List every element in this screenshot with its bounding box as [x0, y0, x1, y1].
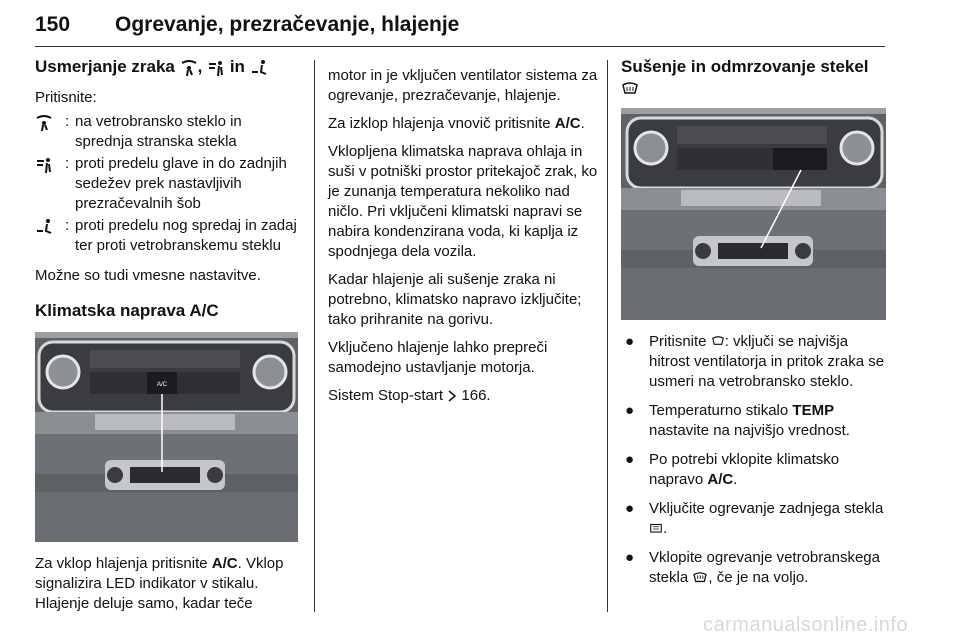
press-label: Pritisnite:: [35, 89, 97, 106]
list-item: ● Pritisnite : vključi se najvišja hitrost ventilatorja in pritok zraka se usmeri na vetrobransko steklo.: [625, 333, 885, 390]
list-item: ● Temperaturno stikalo TEMP nastavite na najvišjo vrednost.: [625, 402, 850, 439]
defrost-steps: [621, 332, 886, 588]
airflow-option-text: proti predelu nog spredaj in zadaj ter proti vetrobranskemu steklu: [75, 217, 297, 254]
column-3: [621, 56, 886, 597]
list-item: ● Vključite ogrevanje zadnjega stekla .: [625, 500, 884, 537]
head-airflow-icon: [35, 156, 53, 174]
air-distribution-heading: Usmerjanje zraka , in: [35, 56, 300, 78]
ac-button-label: A/C: [156, 382, 168, 388]
head-airflow-icon: [207, 59, 225, 77]
page-number: 150: [35, 13, 71, 36]
watermark: carmanualsonline.info: [703, 614, 909, 636]
paragraph-4: Kadar hlajenje ali sušenje zraka ni potrebno, klimatsko napravo izključite; tako prihranite na gorivu.: [328, 271, 582, 328]
ac-panel-illustration: [35, 332, 298, 542]
front-defrost-icon: [711, 336, 725, 348]
page-reference-icon: [447, 390, 457, 402]
intermediate-settings-note: Možne so tudi vmesne nastavitve.: [35, 267, 261, 284]
list-item: ● Po potrebi vklopite klimatsko napravo A/C.: [625, 451, 840, 488]
windshield-airflow-icon: [35, 114, 53, 132]
ac-panel-photo: [35, 332, 298, 542]
defrost-panel-illustration: [621, 108, 886, 320]
foot-airflow-icon: [250, 59, 268, 77]
paragraph-3: Vklopljena klimatska naprava ohlaja in suši v potniški prostor pritekajoč zrak, ko je zunanja temperatura nekoliko nad ničlo. Pri vključeni klimatski napravi se nabira kondenzirana voda, ki kaplja iz spodnjega dela vozila.: [328, 143, 598, 260]
page-reference: 166.: [461, 387, 491, 404]
windshield-airflow-icon: [180, 59, 198, 77]
column-1: [35, 56, 300, 622]
heated-windshield-icon: [692, 572, 708, 584]
airflow-option-text: na vetrobransko steklo in sprednja stranska stekla: [75, 113, 242, 150]
list-item: ● Vklopite ogrevanje vetrobranskega stekla , če je na voljo.: [625, 549, 880, 586]
page-title: Ogrevanje, prezračevanje, hlajenje: [115, 13, 460, 36]
defrost-heading: Sušenje in odmrzovanje stekel: [621, 56, 886, 100]
column-divider-2: [607, 60, 608, 612]
column-2: [328, 66, 598, 414]
foot-airflow-icon: [35, 218, 53, 236]
paragraph-2: Za izklop hlajenja vnovič pritisnite A/C.: [328, 115, 585, 132]
defrost-panel-photo: [621, 108, 886, 320]
paragraph-6: Sistem Stop-start 166.: [328, 387, 491, 404]
airflow-option-head: : proti predelu glave in do zadnjih sedežev prek nastavljivih prezračevalnih šob: [35, 154, 300, 214]
airflow-option-text: proti predelu glave in do zadnjih sedežev prek nastavljivih prezračevalnih šob: [75, 155, 287, 212]
paragraph-1: motor in je vključen ventilator sistema za ogrevanje, prezračevanje, hlajenje.: [328, 67, 598, 104]
column-divider-1: [314, 60, 315, 612]
front-defrost-icon: [621, 82, 639, 98]
ac-activation-text: Za vklop hlajenja pritisnite A/C. Vklop signalizira LED indikator v stikalu. Hlajenje deluje samo, kadar teče: [35, 555, 284, 612]
paragraph-5: Vključeno hlajenje lahko prepreči samodejno ustavljanje motorja.: [328, 339, 548, 376]
airflow-option-foot: : proti predelu nog spredaj in zadaj ter proti vetrobranskemu steklu: [35, 216, 300, 256]
header-divider: [35, 46, 885, 47]
ac-heading: Klimatska naprava A/C: [35, 301, 219, 320]
airflow-option-windshield: : na vetrobransko steklo in sprednja stranska stekla: [35, 112, 300, 152]
page-header: [35, 6, 885, 44]
rear-defrost-icon: [649, 523, 663, 535]
